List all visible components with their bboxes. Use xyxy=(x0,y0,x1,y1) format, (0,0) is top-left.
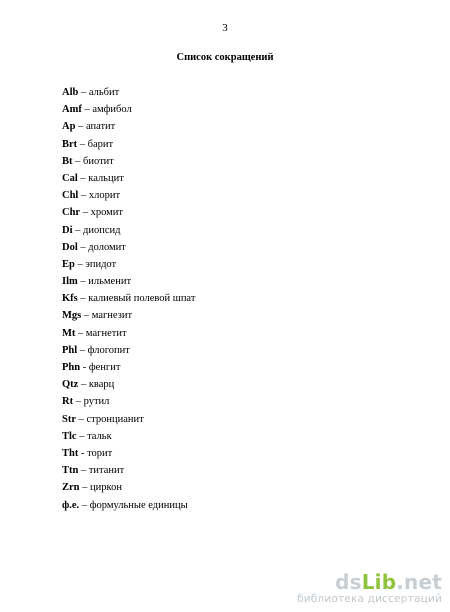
abbreviation-item xyxy=(62,445,195,462)
abbreviation-meaning: калиевый полевой шпат xyxy=(88,293,196,305)
abbreviation-separator: – xyxy=(75,327,86,339)
abbreviation-separator: – xyxy=(72,155,83,167)
abbreviation-item xyxy=(62,118,195,135)
abbreviation-meaning: флогопит xyxy=(87,344,130,356)
abbreviation-meaning: циркон xyxy=(90,482,122,494)
abbreviation-meaning: кальцит xyxy=(88,172,124,184)
abbreviation-item xyxy=(62,393,195,410)
abbreviation-meaning: эпидот xyxy=(85,258,117,270)
abbreviation-meaning: альбит xyxy=(88,87,120,98)
page-title: Список сокращений xyxy=(176,52,274,63)
abbreviation-separator: – xyxy=(76,413,87,425)
abbreviation-item xyxy=(62,290,195,307)
abbreviation-code: Rt xyxy=(62,396,74,408)
abbreviation-meaning: апатит xyxy=(85,121,116,133)
abbreviation-separator: – xyxy=(80,207,91,219)
abbreviation-code: Mt xyxy=(62,327,76,339)
abbreviation-code: Tlc xyxy=(62,430,77,442)
abbreviation-separator: – xyxy=(78,87,89,98)
abbreviation-separator: – xyxy=(77,344,88,356)
abbreviation-separator: – xyxy=(78,379,89,391)
abbreviation-code: Zrn xyxy=(62,482,80,494)
abbreviation-meaning: кварц xyxy=(88,379,115,391)
abbreviation-separator: – xyxy=(74,258,86,270)
abbreviation-meaning: ильменит xyxy=(88,276,132,288)
abbreviation-code: Phn xyxy=(62,362,81,373)
abbreviation-code: Mgs xyxy=(62,310,82,322)
abbreviation-separator: – xyxy=(77,138,88,150)
abbreviation-meaning: диопсид xyxy=(83,224,121,236)
abbreviation-code: Ap xyxy=(62,121,76,133)
abbreviation-item xyxy=(62,187,195,204)
abbreviation-separator: – xyxy=(79,482,91,494)
abbreviation-separator: - xyxy=(78,447,88,459)
abbreviation-separator: – xyxy=(81,104,93,116)
abbreviation-code: Alb xyxy=(62,87,79,98)
watermark xyxy=(297,571,442,606)
abbreviation-item xyxy=(62,411,195,428)
abbreviation-meaning: стронцианит xyxy=(86,413,144,425)
abbreviation-item xyxy=(62,273,195,290)
abbreviation-code: Qtz xyxy=(62,379,79,391)
abbreviation-code: ф.е. xyxy=(62,499,80,511)
abbreviation-item xyxy=(62,325,195,342)
abbreviation-meaning: хромит xyxy=(90,207,123,219)
abbreviation-separator: – xyxy=(78,190,89,202)
abbreviation-item xyxy=(62,376,195,393)
abbreviation-list xyxy=(62,84,195,514)
abbreviation-meaning: биотит xyxy=(83,155,114,167)
abbreviation-item xyxy=(62,170,195,187)
abbreviation-meaning: амфибол xyxy=(92,104,132,116)
abbreviation-item xyxy=(62,479,195,496)
abbreviation-code: Phl xyxy=(62,344,78,356)
abbreviation-code: Bt xyxy=(62,155,73,167)
abbreviation-code: Dol xyxy=(62,241,78,253)
abbreviation-separator: – xyxy=(76,430,88,442)
abbreviation-item xyxy=(62,153,195,170)
abbreviation-code: Kfs xyxy=(62,293,78,305)
abbreviation-separator: – xyxy=(75,121,86,133)
abbreviation-code: Chl xyxy=(62,190,79,202)
watermark-logo-lib: Lib xyxy=(361,570,397,594)
abbreviation-item xyxy=(62,497,195,514)
abbreviation-code: Str xyxy=(62,413,76,425)
abbreviation-meaning: барит xyxy=(87,138,114,150)
abbreviation-item xyxy=(62,256,195,273)
watermark-tagline: библиотека диссертаций xyxy=(297,593,442,605)
watermark-logo xyxy=(297,571,442,593)
abbreviation-separator: - xyxy=(80,362,89,373)
abbreviation-separator: – xyxy=(72,224,83,236)
abbreviation-item xyxy=(62,239,195,256)
abbreviation-item xyxy=(62,84,195,101)
abbreviation-code: Ep xyxy=(62,258,75,270)
abbreviation-meaning: хлорит xyxy=(88,190,121,202)
watermark-logo-ds: ds xyxy=(335,570,362,594)
abbreviation-item xyxy=(62,462,195,479)
abbreviation-meaning: формульные единицы xyxy=(89,499,188,511)
abbreviation-meaning: магнезит xyxy=(91,310,133,322)
abbreviation-item xyxy=(62,428,195,445)
abbreviation-item xyxy=(62,101,195,118)
abbreviation-code: Brt xyxy=(62,138,78,150)
abbreviation-meaning: магнетит xyxy=(85,327,127,339)
abbreviation-code: Ilm xyxy=(62,276,78,288)
page-number: 3 xyxy=(222,22,228,34)
abbreviation-meaning: титанит xyxy=(88,465,125,477)
abbreviation-code: Cal xyxy=(62,172,78,184)
abbreviation-meaning: торит xyxy=(87,447,113,459)
abbreviation-item xyxy=(62,204,195,221)
abbreviation-code: Ttn xyxy=(62,465,79,477)
abbreviation-meaning: фенгит xyxy=(88,362,121,373)
abbreviation-meaning: доломит xyxy=(88,241,126,253)
abbreviation-separator: – xyxy=(73,396,84,408)
abbreviation-item xyxy=(62,359,195,376)
abbreviation-item xyxy=(62,136,195,153)
abbreviation-meaning: тальк xyxy=(87,430,112,442)
abbreviation-item xyxy=(62,307,195,324)
abbreviation-separator: – xyxy=(77,241,89,253)
abbreviation-item xyxy=(62,222,195,239)
abbreviation-separator: – xyxy=(77,172,89,184)
abbreviation-separator: – xyxy=(77,293,89,305)
abbreviation-meaning: рутил xyxy=(83,396,110,408)
abbreviation-separator: – xyxy=(77,276,89,288)
abbreviation-separator: – xyxy=(81,310,92,322)
watermark-logo-net: .net xyxy=(396,570,442,594)
abbreviation-separator: – xyxy=(79,499,90,511)
abbreviation-item xyxy=(62,342,195,359)
abbreviation-code: Tht xyxy=(62,447,79,459)
abbreviation-code: Amf xyxy=(62,104,82,116)
abbreviation-code: Chr xyxy=(62,207,81,219)
abbreviation-separator: – xyxy=(78,465,89,477)
abbreviation-code: Di xyxy=(62,224,73,236)
